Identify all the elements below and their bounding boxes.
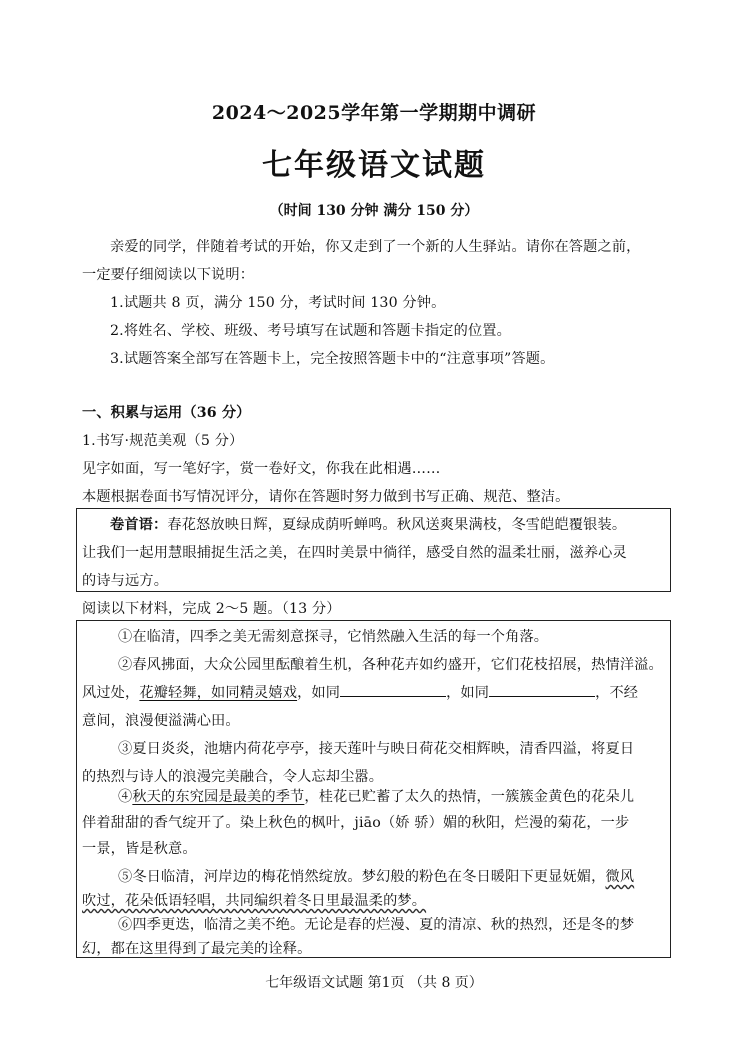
passage-para-2-line3: 意间，浪漫便溢满心田。 (82, 713, 240, 729)
preface-label: 卷首语： (110, 517, 168, 533)
preface-line3: 的诗与远方。 (82, 573, 169, 589)
p5-wavy-phrase-1: 微风 (605, 869, 635, 885)
passage-para-4-line1 (118, 786, 634, 806)
passage-para-2-line1: ②春风拂面，大众公园里酝酿着生机，各种花卉如约盛开，它们花枝招展，热情洋溢。 (118, 657, 663, 673)
preface-line2: 让我们一起用慧眼捕捉生活之美，在四时美景中徜徉，感受自然的温柔壮丽，滋养心灵 (82, 545, 627, 561)
exam-title: 七年级语文试题 (262, 148, 486, 183)
fill-blank-2[interactable] (489, 682, 595, 697)
p2-text-b: ，如同 (297, 685, 341, 701)
fill-blank-1[interactable] (340, 682, 446, 697)
p4-marker: ④ (118, 789, 133, 805)
page-footer: 七年级语文试题 第1页 （共 8 页） (265, 975, 483, 991)
passage-para-5-line1 (118, 866, 634, 886)
preface-line1 (110, 514, 626, 534)
rule-3: 3.试题答案全部写在答题卡上，完全按照答题卡中的“注意事项”答题。 (110, 351, 555, 367)
passage-para-5-line2 (82, 890, 426, 910)
p2-text-a: 风过处， (82, 685, 140, 701)
p5-wavy-phrase-2: 吹过，花朵低语轻唱，共同编织着冬日里最温柔的梦。 (82, 893, 427, 909)
p4-text: ，桂花已贮蓄了太久的热情，一簇簇金黄色的花朵儿 (304, 789, 635, 805)
passage-para-4-line2: 伴着甜甜的香气绽开了。染上秋色的枫叶，jiāo（娇 骄）媚的秋阳，烂漫的菊花，一步 (82, 815, 630, 831)
passage-para-6-line2: 幻，都在这里得到了最完美的诠释。 (82, 941, 312, 957)
question-1-line1: 见字如面，写一笔好字，赏一卷好文，你我在此相遇…… (82, 461, 441, 477)
rule-2: 2.将姓名、学校、班级、考号填写在试题和答题卡指定的位置。 (110, 323, 511, 339)
intro-paragraph-line1: 亲爱的同学，伴随着考试的开始，你又走到了一个新的人生驿站。请你在答题之前， (110, 239, 641, 255)
p5-text: ⑤冬日临清，河岸边的梅花悄然绽放。梦幻般的粉色在冬日暖阳下更显妩媚， (118, 869, 606, 885)
passage-para-6-line1: ⑥四季更迭，临清之美不绝。无论是春的烂漫、夏的清凉、秋的热烈，还是冬的梦 (118, 917, 635, 933)
question-1-line2: 本题根据卷面书写情况评分，请你在答题时努力做到书写正确、规范、整洁。 (82, 489, 570, 505)
passage-para-3-line1: ③夏日炎炎，池塘内荷花亭亭，接天莲叶与映日荷花交相辉映，清香四溢，将夏日 (118, 741, 635, 757)
exam-term-title: 2024～2025学年第一学期期中调研 (211, 102, 537, 124)
passage-para-3-line2: 的热烈与诗人的浪漫完美融合，令人忘却尘嚣。 (82, 769, 384, 785)
exam-time-info: （时间 130 分钟 满分 150 分） (269, 203, 479, 219)
p2-text-d: ，不经 (595, 685, 639, 701)
passage-para-2-line2 (82, 682, 638, 702)
p4-underlined-sentence: 秋天的东究园是最美的季节 (132, 789, 305, 805)
reading-prompt: 阅读以下材料，完成 2～5 题。（13 分） (82, 601, 341, 617)
p2-underlined-phrase: 花瓣轻舞，如同精灵嬉戏 (139, 685, 298, 701)
p2-text-c: ，如同 (446, 685, 490, 701)
preface-text-1: 春花怒放映日辉，夏绿成荫听蝉鸣。秋风送爽果满枝，冬雪皑皑覆银装。 (167, 517, 627, 533)
passage-para-1: ①在临清，四季之美无需刻意探寻，它悄然融入生活的每一个角落。 (118, 629, 549, 645)
passage-para-4-line3: 一景，皆是秋意。 (82, 841, 197, 857)
question-1-title: 1.书写·规范美观（5 分） (82, 433, 244, 449)
section-heading: 一、积累与运用（36 分） (82, 405, 251, 421)
rule-1: 1.试题共 8 页，满分 150 分，考试时间 130 分钟。 (110, 295, 446, 311)
intro-paragraph-line2: 一定要仔细阅读以下说明： (82, 267, 255, 283)
